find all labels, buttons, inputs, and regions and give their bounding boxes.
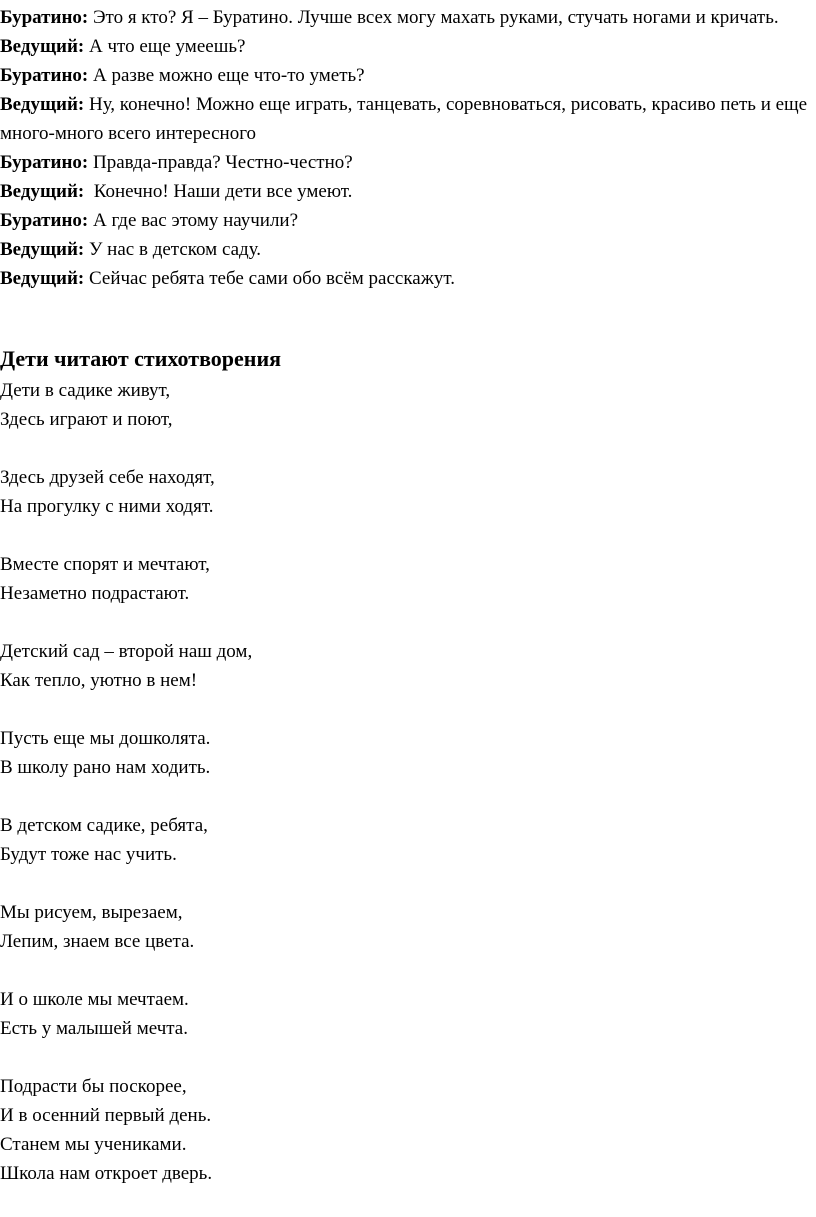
- poem-line: Есть у малышей мечта.: [0, 1018, 188, 1039]
- speaker-name: Буратино:: [0, 210, 89, 231]
- speaker-name: Ведущий:: [0, 181, 85, 202]
- poem-stanza: [0, 985, 814, 1043]
- dialogue-line: [0, 264, 814, 293]
- poem-block: [0, 376, 814, 1217]
- speaker-name: Ведущий:: [0, 239, 85, 260]
- speaker-name: Ведущий:: [0, 94, 85, 115]
- poem-line: Будут тоже нас учить.: [0, 844, 177, 865]
- poem-line: Подрасти бы поскорее,: [0, 1076, 187, 1097]
- dialogue-text: У нас в детском саду.: [84, 239, 262, 260]
- dialogue-text: Ну, конечно! Можно еще играть, танцевать, соревноваться, рисовать, красиво петь и еще много-много всего интересного: [0, 94, 808, 144]
- poem-line: Мы рисуем, вырезаем,: [0, 902, 183, 923]
- speaker-name: Буратино:: [0, 7, 89, 28]
- dialogue-line: [0, 235, 814, 264]
- dialogue-line: [0, 148, 814, 177]
- poem-line: И о школе мы мечтаем.: [0, 989, 189, 1010]
- speaker-name: Буратино:: [0, 152, 89, 173]
- poem-stanza: [0, 550, 814, 608]
- dialogue-text: Сейчас ребята тебе сами обо всём расскажут.: [84, 268, 455, 289]
- poem-line: В детском садике, ребята,: [0, 815, 208, 836]
- dialogue-line: [0, 206, 814, 235]
- poem-line: Как тепло, уютно в нем!: [0, 670, 198, 691]
- dialogue-text: А что еще умеешь?: [84, 36, 246, 57]
- section-heading: Дети читают стихотворения: [0, 346, 282, 371]
- speaker-name: Ведущий:: [0, 268, 85, 289]
- dialogue-text: Правда-правда? Честно-честно?: [88, 152, 353, 173]
- dialogue-line: [0, 90, 814, 148]
- dialogue-line: [0, 177, 814, 206]
- poem-line: Незаметно подрастают.: [0, 583, 190, 604]
- poem-line: Вместе спорят и мечтают,: [0, 554, 210, 575]
- dialogue-block: [0, 3, 814, 293]
- poem-stanza: [0, 1072, 814, 1188]
- speaker-name: Ведущий:: [0, 36, 85, 57]
- poem-line: Здесь друзей себе находят,: [0, 467, 215, 488]
- dialogue-text: Это я кто? Я – Буратино. Лучше всех могу махать руками, стучать ногами и кричать.: [88, 7, 779, 28]
- poem-stanza: [0, 637, 814, 695]
- poem-stanza: [0, 463, 814, 521]
- poem-line: Детский сад – второй наш дом,: [0, 641, 253, 662]
- poem-line: Дети в садике живут,: [0, 380, 171, 401]
- dialogue-line: [0, 3, 814, 32]
- dialogue-text: А разве можно еще что-то уметь?: [88, 65, 365, 86]
- dialogue-text: А где вас этому научили?: [88, 210, 299, 231]
- poem-stanza: [0, 898, 814, 956]
- poem-stanza: [0, 811, 814, 869]
- poem-line: На прогулку с ними ходят.: [0, 496, 214, 517]
- dialogue-line: [0, 32, 814, 61]
- poem-line: В школу рано нам ходить.: [0, 757, 211, 778]
- speaker-name: Буратино:: [0, 65, 89, 86]
- poem-line: Лепим, знаем все цвета.: [0, 931, 195, 952]
- poem-line: Пусть еще мы дошколята.: [0, 728, 211, 749]
- dialogue-text: Конечно! Наши дети все умеют.: [84, 181, 353, 202]
- poem-stanza: [0, 376, 814, 434]
- poem-line: Станем мы учениками.: [0, 1134, 187, 1155]
- dialogue-line: [0, 61, 814, 90]
- poem-line: Здесь играют и поют,: [0, 409, 173, 430]
- poem-line: И в осенний первый день.: [0, 1105, 212, 1126]
- poem-line: Школа нам откроет дверь.: [0, 1163, 213, 1184]
- poem-stanza: [0, 724, 814, 782]
